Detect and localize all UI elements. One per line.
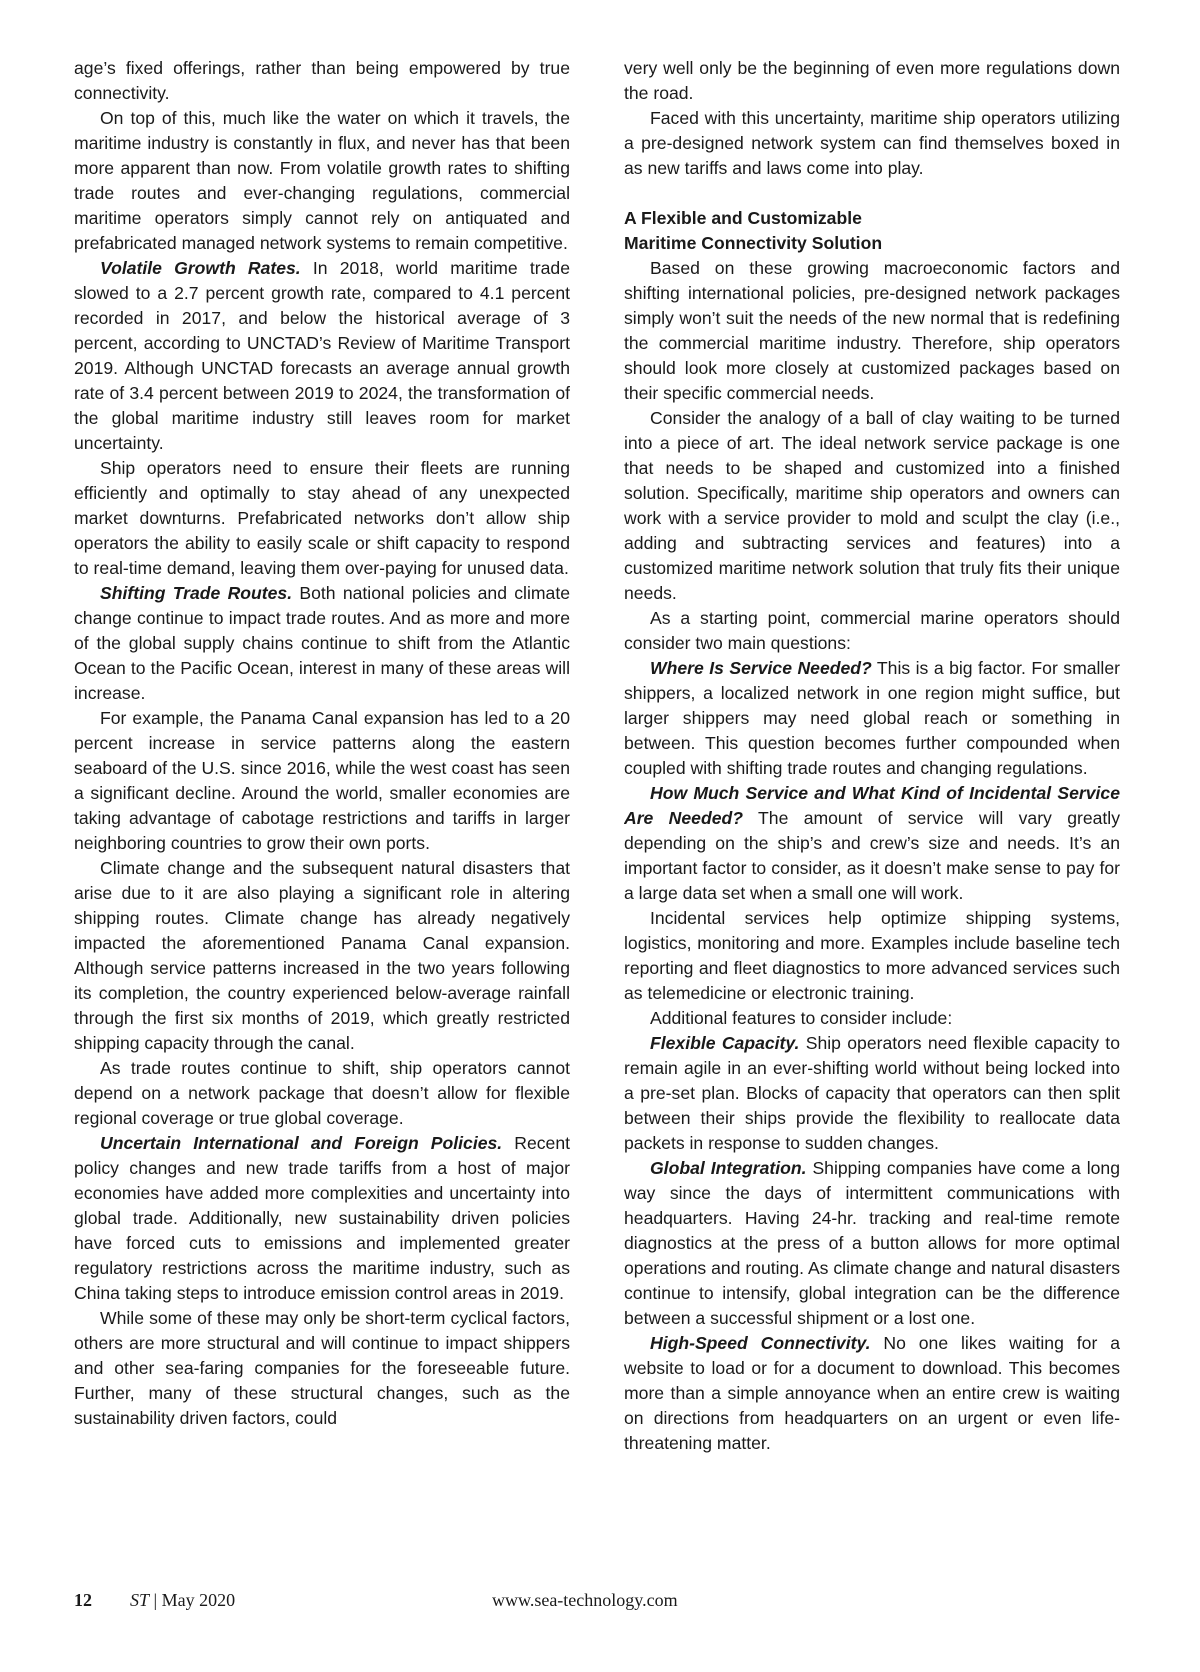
paragraph: Flexible Capacity. Ship operators need flexible capacity to remain agile in an ever-shifting world without being locked into a pre-set plan. Blocks of capacity that operators can then split between their ships provide the flexibility to reallocate data packets in response to sudden changes. (624, 1033, 1120, 1153)
paragraph: How Much Service and What Kind of Incidental Service Are Needed? The amount of service will vary greatly depending on the ship’s and crew’s size and needs. It’s an important factor to consider, as it doesn’t make sense to pay for a large data set when a small one will work. (624, 783, 1120, 903)
paragraph: age’s fixed offerings, rather than being empowered by true connectivity. (74, 58, 570, 103)
paragraph: Consider the analogy of a ball of clay waiting to be turned into a piece of art. The ideal network service package is one that needs to be shaped and customized into a finished solution. Specifically, maritime ship operators and owners can work with a service provider to mold and sculpt the clay (i.e., adding and subtracting services and features) into a customized maritime network solution that truly fits their unique needs. (624, 408, 1120, 603)
section-subheading: A Flexible and Customizable Maritime Connectivity Solution (624, 208, 883, 253)
paragraph: Shifting Trade Routes. Both national policies and climate change continue to impact trade routes. And as more and more of the global supply chains continue to shift from the Atlantic Ocean to the Pacific Ocean, interest in many of these areas will increase. (74, 583, 570, 703)
issue-date: | May 2020 (153, 1590, 236, 1610)
page-footer (74, 1590, 1126, 1620)
right-column (624, 56, 1120, 1576)
run-in-heading: Where Is Service Needed? (650, 658, 872, 678)
run-in-heading: Flexible Capacity. (650, 1033, 800, 1053)
paragraph: High-Speed Connectivity. No one likes waiting for a website to load or for a document to download. This becomes more than a simple annoyance when an entire crew is waiting on directions from headquarters on an urgent or even life-threatening matter. (624, 1333, 1120, 1453)
run-in-heading: High-Speed Connectivity. (650, 1333, 871, 1353)
paragraph: Where Is Service Needed? This is a big factor. For smaller shippers, a localized network in one region might suffice, but larger shippers may need global reach or something in between. This question becomes further compounded when coupled with shifting trade routes and changing regulations. (624, 658, 1120, 778)
paragraph: Faced with this uncertainty, maritime ship operators utilizing a pre-designed network system can find themselves boxed in as new tariffs and laws come into play. (624, 108, 1120, 178)
paragraph: Ship operators need to ensure their fleets are running efficiently and optimally to stay ahead of any unexpected market downturns. Prefabricated networks don’t allow ship operators the ability to easily scale or shift capacity to respond to real-time demand, leaving them over-paying for unused data. (74, 458, 570, 578)
paragraph: On top of this, much like the water on which it travels, the maritime industry is constantly in flux, and never has that been more apparent than now. From volatile growth rates to shifting trade routes and ever-changing regulations, commercial maritime operators simply cannot rely on antiquated and prefabricated managed network systems to remain competitive. (74, 108, 570, 253)
run-in-heading: Shifting Trade Routes. (100, 583, 293, 603)
paragraph: Additional features to consider include: (650, 1008, 953, 1028)
paragraph: As trade routes continue to shift, ship operators cannot depend on a network package that doesn’t allow for flexible regional coverage or true global coverage. (74, 1058, 570, 1128)
magazine-name: ST (130, 1590, 150, 1610)
paragraph: Global Integration. Shipping companies have come a long way since the days of intermittent communications with headquarters. Having 24-hr. tracking and real-time remote diagnostics at the press of a button allows for more optimal operations and routing. As climate change and natural disasters continue to intensify, global integration can be the difference between a successful shipment or a lost one. (624, 1158, 1120, 1328)
website-url[interactable]: www.sea-technology.com (492, 1590, 678, 1610)
paragraph: Climate change and the subsequent natural disasters that arise due to it are also playing a significant role in altering shipping routes. Climate change has already negatively impacted the aforementioned Panama Canal expansion. Although service patterns increased in the two years following its completion, the country experienced below-average rainfall through the first six months of 2019, which greatly restricted shipping capacity through the canal. (74, 858, 570, 1053)
page-number: 12 (74, 1590, 92, 1610)
paragraph: Based on these growing macroeconomic factors and shifting international policies, pre-designed network packages simply won’t suit the needs of the new normal that is redefining the commercial maritime industry. Therefore, ship operators should look more closely at customized packages based on their specific commercial needs. (624, 258, 1120, 403)
paragraph: Uncertain International and Foreign Policies. Recent policy changes and new trade tariffs from a host of major economies have added more complexities and uncertainty into global trade. Additionally, new sustainability driven policies have forced cuts to emissions and implemented greater regulatory restrictions across the maritime industry, such as China taking steps to introduce emission control areas in 2019. (74, 1133, 570, 1303)
run-in-heading: How Much Service and What Kind of Incidental Service Are Needed? (624, 783, 1120, 828)
paragraph: Volatile Growth Rates. In 2018, world maritime trade slowed to a 2.7 percent growth rate, compared to 4.1 percent recorded in 2017, and below the historical average of 3 percent, according to UNCTAD’s Review of Maritime Transport 2019. Although UNCTAD forecasts an average annual growth rate of 3.4 percent between 2019 to 2024, the transformation of the global maritime industry still leaves room for market uncertainty. (74, 258, 570, 453)
run-in-heading: Global Integration. (650, 1158, 807, 1178)
run-in-heading: Uncertain International and Foreign Policies. (100, 1133, 503, 1153)
run-in-heading: Volatile Growth Rates. (100, 258, 301, 278)
paragraph: While some of these may only be short-term cyclical factors, others are more structural and will continue to impact shippers and other sea-faring companies for the foreseeable future. Further, many of these structural changes, such as the sustainability driven factors, could (74, 1308, 570, 1428)
paragraph: For example, the Panama Canal expansion has led to a 20 percent increase in service patterns along the eastern seaboard of the U.S. since 2016, while the west coast has seen a significant decline. Around the world, smaller economies are taking advantage of cabotage restrictions and tariffs in larger neighboring countries to grow their own ports. (74, 708, 570, 853)
issue-info (130, 1590, 235, 1611)
paragraph: very well only be the beginning of even more regulations down the road. (624, 58, 1120, 103)
paragraph: As a starting point, commercial marine operators should consider two main questions: (624, 608, 1120, 653)
left-column (74, 56, 570, 1576)
paragraph: Incidental services help optimize shipping systems, logistics, monitoring and more. Examples include baseline tech reporting and fleet diagnostics to more advanced services such as telemedicine or electronic training. (624, 908, 1120, 1003)
